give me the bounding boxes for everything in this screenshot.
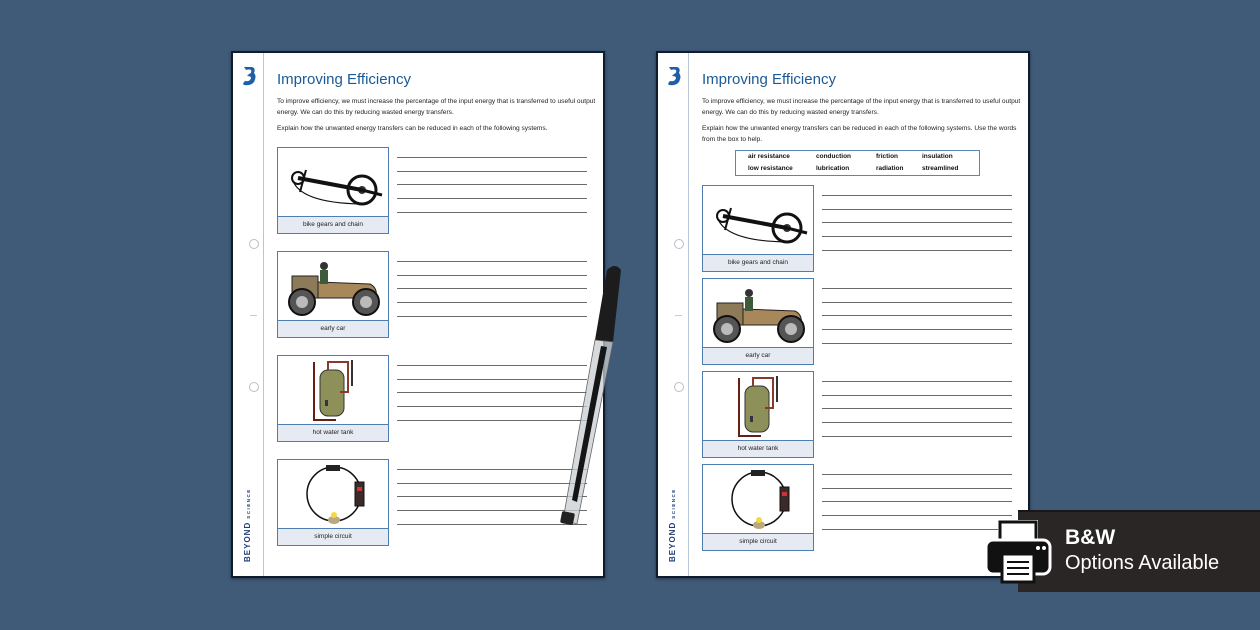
item-card-bike	[702, 185, 814, 272]
item-caption: simple circuit	[703, 533, 813, 550]
worksheet-title: Improving Efficiency	[702, 71, 836, 88]
punch-hole	[674, 382, 684, 392]
word: air resistance	[748, 153, 790, 160]
pen-icon	[555, 262, 635, 532]
simple-circuit-icon	[703, 465, 813, 533]
badge-title: B&W	[1065, 526, 1116, 549]
simple-circuit-icon	[278, 460, 388, 528]
beyond-logo-icon	[241, 65, 257, 87]
badge-subtitle: Options Available	[1065, 552, 1220, 574]
punch-hole	[674, 239, 684, 249]
item-caption: hot water tank	[278, 424, 388, 441]
item-card-circuit	[702, 464, 814, 551]
item-caption: simple circuit	[278, 528, 388, 545]
worksheet-left	[231, 51, 605, 578]
word: insulation	[922, 153, 953, 160]
instruction-text: Explain how the unwanted energy transfers can be reduced in each of the following systems.	[277, 125, 548, 132]
bike-gears-icon	[278, 148, 388, 216]
bike-gears-icon	[703, 186, 813, 254]
item-card-tank	[702, 371, 814, 458]
word-box	[735, 150, 980, 176]
item-card-circuit	[277, 459, 389, 546]
word: lubrication	[816, 164, 850, 172]
early-car-icon	[703, 279, 813, 347]
item-card-bike	[277, 147, 389, 234]
printer-icon	[982, 516, 1054, 586]
item-caption: bike gears and chain	[278, 216, 388, 233]
item-caption: hot water tank	[703, 440, 813, 457]
word: friction	[876, 153, 899, 160]
margin-line	[688, 53, 689, 576]
item-caption: bike gears and chain	[703, 254, 813, 271]
item-card-tank	[277, 355, 389, 442]
item-caption: early car	[278, 320, 388, 337]
item-caption: early car	[703, 347, 813, 364]
answer-lines[interactable]	[822, 288, 1012, 356]
brand-label: BEYONDSCIENCE	[243, 488, 252, 562]
answer-lines[interactable]	[397, 157, 587, 225]
punch-hole	[249, 239, 259, 249]
instruction-text: Explain how the unwanted energy transfers can be reduced in each of the following systems. Use the words from the box to help.	[702, 125, 1017, 143]
worksheet-title: Improving Efficiency	[277, 71, 411, 88]
margin-line	[263, 53, 264, 576]
word: conduction	[816, 153, 852, 160]
word: low resistance	[748, 164, 793, 172]
intro-text: To improve efficiency, we must increase the percentage of the input energy that is transferred to useful output energy. We can do this by reducing wasted energy transfers.	[277, 98, 596, 116]
word: radiation	[876, 164, 904, 172]
early-car-icon	[278, 252, 388, 320]
hot-water-tank-icon	[703, 372, 813, 440]
fold-mark	[675, 315, 682, 316]
answer-lines[interactable]	[822, 381, 1012, 449]
worksheet-right	[656, 51, 1030, 578]
fold-mark	[250, 315, 257, 316]
bw-options-badge[interactable]	[1018, 510, 1260, 592]
item-card-car	[702, 278, 814, 365]
item-card-car	[277, 251, 389, 338]
hot-water-tank-icon	[278, 356, 388, 424]
word: streamlined	[922, 164, 959, 172]
brand-label: BEYONDSCIENCE	[668, 488, 677, 562]
beyond-logo-icon	[666, 65, 682, 87]
answer-lines[interactable]	[822, 195, 1012, 263]
intro-text: To improve efficiency, we must increase the percentage of the input energy that is transferred to useful output energy. We can do this by reducing wasted energy transfers.	[702, 98, 1021, 116]
punch-hole	[249, 382, 259, 392]
